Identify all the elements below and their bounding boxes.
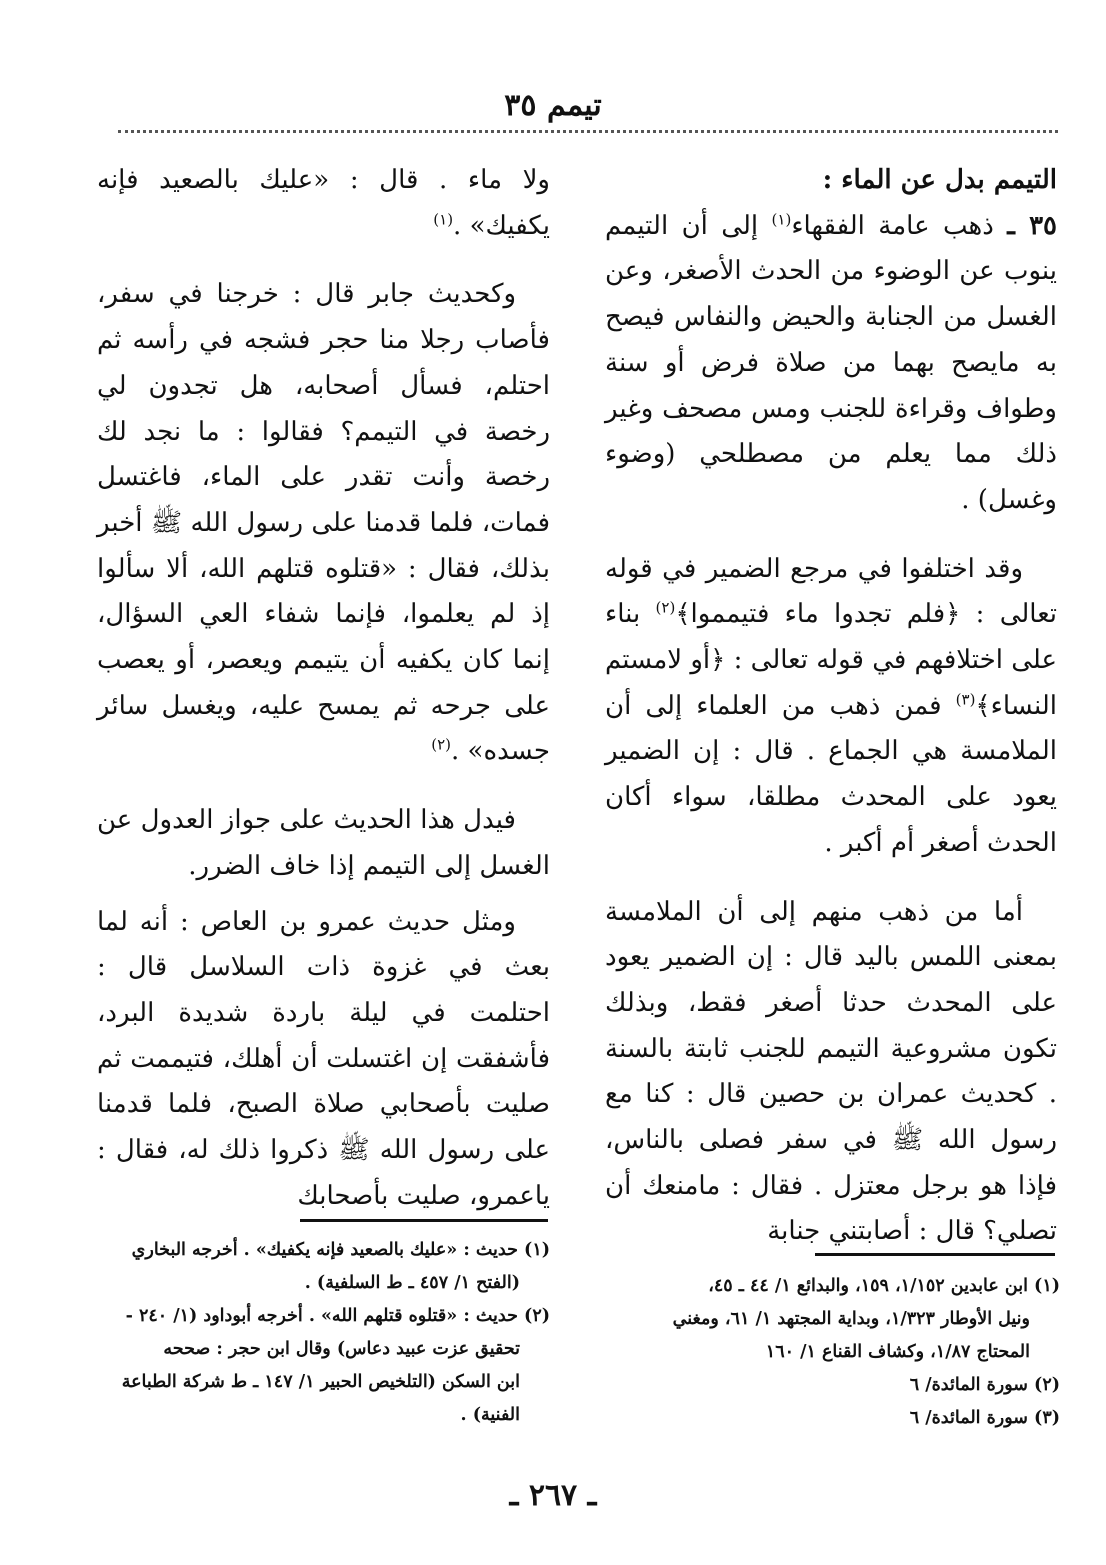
paragraph-text: بناء على اختلافهم في قوله تعالى : ﴿أو لامستم النساء﴾ (604, 599, 1057, 721)
paragraph-text: فمن ذهب من العلماء إلى أن الملامسة هي الجماع . قال : إن الضمير يعود على المحدث مطلقا، سواء أكان الحدث أصغر أم أكبر . (605, 690, 1057, 858)
paragraph-touch-by-hand: أما من ذهب منهم إلى أن الملامسة بمعنى اللمس باليد قال : إن الضمير يعود على المحدث حدثا أصغر فقط، وبذلك تكون مشروعية التيمم للجنب ثابتة بالسنة . كحديث عمران بن حصين قال : كنا مع رسول الله ﷺ في سفر فصلى بالناس، فإذا هو برجل معتزل . فقال : مامنعك أن تصلي؟ قال : أصابتني جنابة (605, 896, 1057, 1247)
footnote-ref: (١) (433, 210, 454, 229)
footnote-line: المحتاج ١/٨٧، وكشاف القناع ١/ ١٦٠ (765, 1342, 1030, 1362)
footnote-line: ابن السكن (التلخيص الحبير ١/ ١٤٧ ـ ط شركة الطباعة (121, 1372, 520, 1392)
paragraph-text: وقد اختلفوا في مرجع الضمير في قوله تعالى : ﴿فلم تجدوا ماء فتيمموا﴾ (605, 553, 1057, 630)
paragraph-text: ولا ماء . قال : «عليك بالصعيد فإنه يكفيك» . (97, 165, 550, 241)
header-dotted-divider (118, 130, 1058, 133)
paragraph-amr-hadith: ومثل حديث عمرو بن العاص : أنه لما بعث في غزوة ذات السلاسل قال : احتلمت في ليلة باردة شديدة البرد، فأشفقت إن اغتسلت أن أهلك، فتيممت ثم صليت بأصحابي صلاة الصبح، فلما قدمنا على رسول الله ﷺ ذكروا ذلك له، فقال : ياعمرو، صليت بأصحابك (97, 906, 550, 1211)
paragraph-jabir-hadith (97, 272, 550, 775)
footnote-line: (٢) حديث : «قتلوه قتلهم الله» . أخرجه أبوداود (١/ ٢٤٠ - (125, 1306, 550, 1326)
paragraph-35 (605, 204, 1057, 524)
footnote-line: (٢) سورة المائدة/ ٦ (909, 1375, 1060, 1395)
footnote-line: ونيل الأوطار ١/٣٢٣، وبداية المجتهد ١/ ٦١، ومغني (672, 1309, 1030, 1329)
paragraph-text: وكحديث جابر قال : خرجنا في سفر، فأصاب رجلا منا حجر فشجه في رأسه ثم احتلم، فسأل أصحابه، هل تجدون لي رخصة في التيمم؟ فقالوا : ما نجد لك رخصة وأنت تقدر على الماء، فاغتسل فمات، فلما قدمنا على رسول الله ﷺ أخبر بذلك، فقال : «قتلوه قتلهم الله، ألا سألوا إذ لم يعلموا، فإنما شفاء العي السؤال، إنما كان يكفيه أن يتيمم ويعصر، أو يعصب على جرحه ثم يمسح عليه، ويغسل سائر جسده» . (97, 279, 550, 767)
footnotes-right (605, 1270, 1060, 1435)
footnote-line: (الفتح ١/ ٤٥٧ ـ ط السلفية) . (304, 1273, 520, 1293)
footnote-divider-left (300, 1219, 548, 1222)
footnote-line: (١) حديث : «عليك بالصعيد فإنه يكفيك» . أخرجه البخاري (131, 1240, 550, 1260)
footnote-line: الفنية) . (460, 1405, 520, 1425)
footnote-divider-right (815, 1253, 1055, 1256)
footnote-ref: (١) (771, 210, 792, 229)
right-column (605, 158, 1057, 1255)
footnote-line: (٣) سورة المائدة/ ٦ (909, 1408, 1060, 1428)
footnote-line: تحقيق عزت عبيد دعاس) وقال ابن حجر : صححه (163, 1339, 520, 1359)
paragraph-text: ذهب عامة الفقهاء (791, 210, 994, 241)
footnotes-left (97, 1234, 550, 1432)
page-header: تيمم ٣٥ (504, 88, 602, 123)
footnote-ref: (٢) (655, 598, 676, 617)
left-column (97, 158, 550, 1219)
paragraph-number: ٣٥ ـ (1007, 210, 1058, 241)
footnote-line: (١) ابن عابدين ١/١٥٢، ١٥٩، والبدائع ١/ ٤٤ ـ ٤٥، (708, 1276, 1060, 1296)
paragraph-text: إلى أن التيمم ينوب عن الوضوء من الحدث الأصغر، وعن الغسل من الجنابة والحيض والنفاس فيصح به مايصح بهما من صلاة فرض أو سنة وطواف وقراءة للجنب ومس مصحف وغير ذلك مما يعلم من مصطلحي (وضوء وغسل) . (605, 210, 1057, 515)
footnote-ref: (٢) (431, 735, 452, 754)
footnote-ref: (٣) (955, 690, 976, 709)
paragraph-continuation (97, 158, 550, 249)
section-subheading: التيمم بدل عن الماء : (822, 165, 1057, 195)
paragraph-pronoun-reference (605, 547, 1057, 867)
paragraph-hadith-implication: فيدل هذا الحديث على جواز العدول عن الغسل إلى التيمم إذا خاف الضرر. (97, 805, 550, 881)
page-number: ـ ٢٦٧ ـ (509, 1478, 597, 1513)
